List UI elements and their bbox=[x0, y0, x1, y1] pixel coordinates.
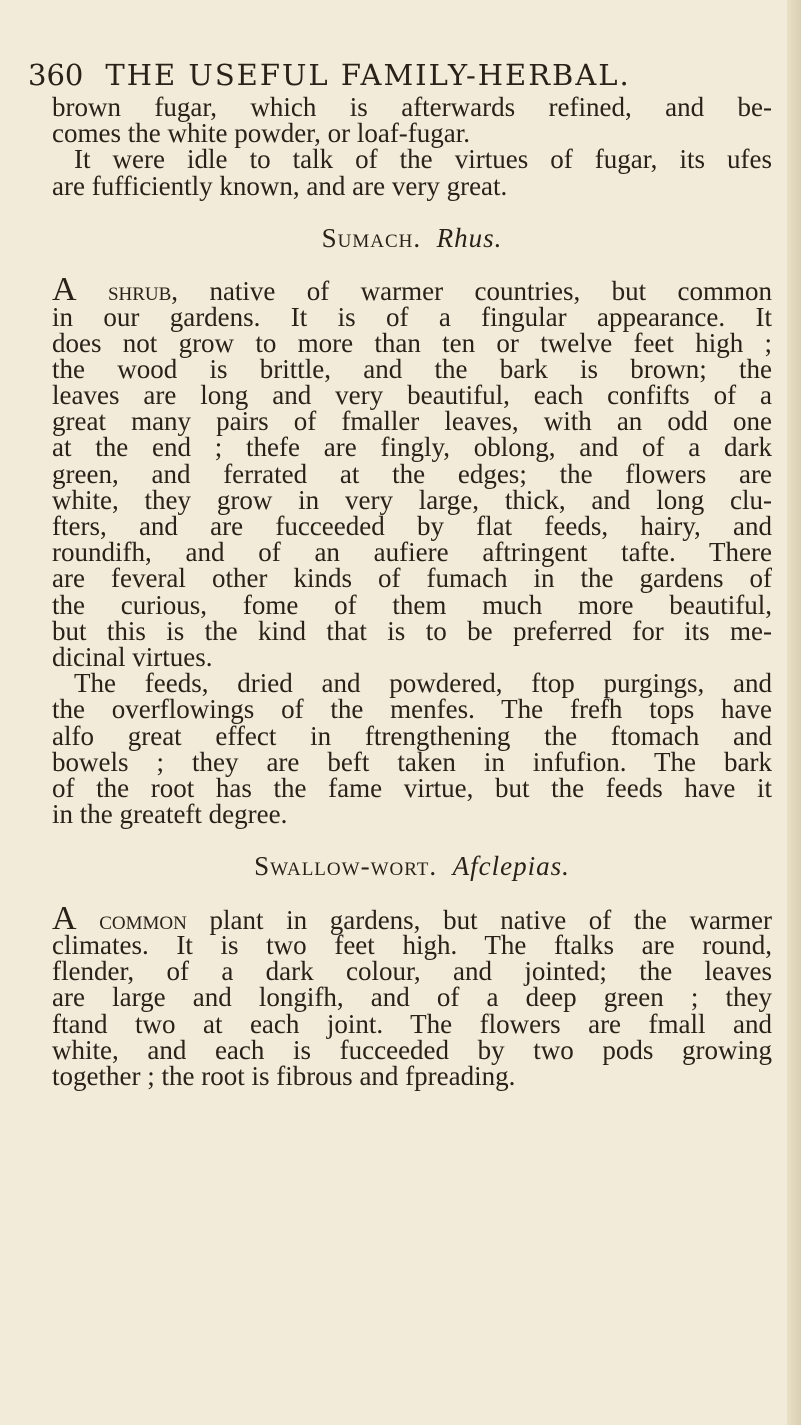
text-line: alfo great effect in ftrengthening the ftomach and bbox=[52, 720, 772, 751]
text-line: of the root has the fame virtue, but the feeds have it bbox=[52, 772, 772, 803]
first-line-rest: native of warmer countries, but common bbox=[178, 276, 772, 307]
text-line: white, and each is fucceeded by two pods growing bbox=[52, 1034, 772, 1065]
text-line: green, and ferrated at the edges; the flowers are bbox=[52, 458, 772, 489]
initial-letter: A bbox=[52, 271, 77, 309]
text-line bbox=[52, 899, 773, 937]
text-line: the wood is brittle, and the bark is brown; the bbox=[52, 353, 772, 384]
opening-word: shrub, bbox=[76, 276, 179, 307]
text-line: at the end ; thefe are fingly, oblong, and of a dark bbox=[52, 432, 772, 463]
running-head bbox=[28, 58, 768, 92]
text-line: white, they grow in very large, thick, and long clu- bbox=[52, 484, 772, 515]
text-line: the overflowings of the menfes. The frefh tops have bbox=[52, 694, 772, 725]
text-line: are feveral other kinds of fumach in the gardens of bbox=[52, 563, 772, 594]
running-title: THE USEFUL FAMILY-HERBAL. bbox=[105, 58, 631, 92]
text-line: fters, and are fucceeded by flat feeds, hairy, and bbox=[52, 511, 772, 541]
initial-letter: A bbox=[52, 899, 77, 937]
text-line: dicinal virtues. bbox=[52, 641, 213, 672]
text-line: ftand two at each joint. The flowers are fmall and bbox=[52, 1008, 772, 1039]
text-line: leaves are long and very beautiful, each confifts of a bbox=[52, 380, 772, 411]
text-line: in the greateft degree. bbox=[52, 799, 288, 830]
text-line: The feeds, dried and powdered, ftop purgings, and bbox=[74, 668, 772, 699]
page-edge bbox=[787, 0, 801, 1425]
text-line: in our gardens. It is of a fingular appearance. It bbox=[52, 301, 772, 332]
section-heading-swallow-wort bbox=[52, 851, 772, 882]
heading-latin-name: Rhus. bbox=[436, 222, 503, 253]
section-heading-sumach bbox=[52, 222, 772, 253]
text-line: the curious, fome of them much more beautiful, bbox=[52, 589, 772, 620]
text-line: brown fugar, which is afterwards refined, and be- bbox=[52, 92, 772, 122]
text-line: does not grow to more than ten or twelve feet high ; bbox=[52, 327, 772, 358]
text-line: comes the white powder, or loaf-fugar. bbox=[52, 118, 471, 149]
heading-common-name: Swallow-wort. bbox=[254, 851, 438, 882]
text-line: together ; the root is fibrous and fpreading. bbox=[52, 1060, 516, 1091]
first-line-rest: plant in gardens, but native of the warmer bbox=[186, 904, 773, 935]
text-line: are large and longifh, and of a deep green ; they bbox=[52, 982, 772, 1013]
text-line bbox=[52, 271, 772, 309]
text-line: great many pairs of fmaller leaves, with an odd one bbox=[52, 406, 772, 437]
text-line: flender, of a dark colour, and jointed; the leaves bbox=[52, 956, 772, 987]
heading-latin-name: Afclepias. bbox=[452, 851, 570, 882]
text-line: climates. It is two feet high. The ftalks are round, bbox=[52, 930, 772, 960]
text-line: It were idle to talk of the virtues of fugar, its ufes bbox=[74, 144, 772, 175]
page-number: 360 bbox=[28, 58, 84, 92]
text-line: are fufficiently known, and are very great. bbox=[52, 170, 508, 201]
heading-common-name: Sumach. bbox=[321, 222, 422, 253]
text-line: roundifh, and of an aufiere aftringent tafte. There bbox=[52, 537, 772, 568]
text-line: bowels ; they are beft taken in infufion. The bark bbox=[52, 746, 772, 777]
text-line: but this is the kind that is to be preferred for its me- bbox=[52, 615, 772, 646]
opening-word: common bbox=[76, 904, 187, 935]
text-block bbox=[52, 94, 772, 1089]
